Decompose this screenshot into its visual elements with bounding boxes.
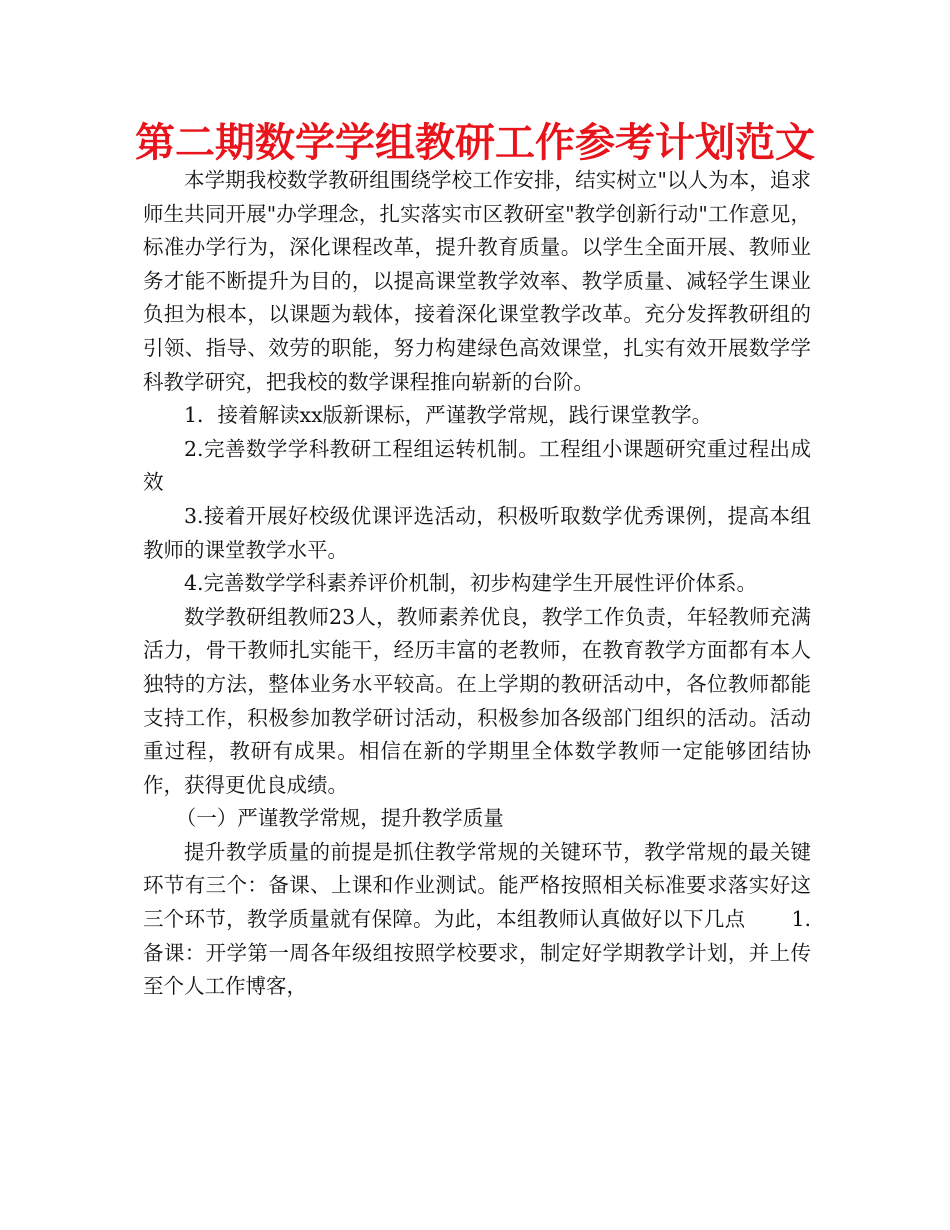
paragraph-item-1: 1．接着解读xx版新课标，严谨教学常规，践行课堂教学。 (184, 403, 713, 428)
paragraph-quality (143, 836, 811, 1004)
paragraph-item-4: 4.完善数学学科素养评价机制，初步构建学生开展性评价体系。 (184, 571, 758, 596)
paragraph-staff: 数学教研组教师23人，教师素养优良，教学工作负责，年轻教师充满活力，骨干教师扎实能干，经历丰富的老教师，在教育教学方面都有本人独特的方法，整体业务水平较高。在上学期的教研活动中，各位教师都能支持工作，积极参加教学研讨活动，积极参加各级部门组织的活动。活动重过程，教研有成果。相信在新的学期里全体数学教师一定能够团结协作，获得更优良成绩。 (143, 604, 811, 797)
section-heading: （一）严谨教学常规，提升教学质量 (175, 806, 504, 831)
document-title: 第二期数学学组教研工作参考计划范文 (135, 120, 815, 166)
paragraph-quality-part1: 提升教学质量的前提是抓住教学常规的关键环节，教学常规的最关键环节有三个：备课、上课和作业测试。能严格按照相关标准要求落实好这三个环节，教学质量就有保障。为此，本组教师认真做好以下几点 (143, 839, 811, 932)
document-body (143, 164, 811, 1004)
paragraph-item-3: 3.接着开展好校级优课评选活动，积极听取数学优秀课例，提高本组教师的课堂教学水平。 (143, 503, 811, 562)
paragraph-intro: 本学期我校数学教研组围绕学校工作安排，结实树立"以人为本，追求师生共同开展"办学理念，扎实落实市区教研室"教学创新行动"工作意见，标准办学行为，深化课程改革，提升教育质量。以学生全面开展、教师业务才能不断提升为目的，以提高课堂教学效率、教学质量、减轻学生课业负担为根本，以课题为载体，接着深化课堂教学改革。充分发挥教研组的引领、指导、效劳的职能，努力构建绿色高效课堂，扎实有效开展数学学科教学研究，把我校的数学课程推向崭新的台阶。 (143, 168, 811, 394)
paragraph-item-2: 2.完善数学学科教研工程组运转机制。工程组小课题研究重过程出成效 (143, 436, 811, 495)
paragraph-quality-part2: 1.备课：开学第一周各年级组按照学校要求，制定好学期教学计划，并上传至个人工作博客， (143, 907, 811, 999)
